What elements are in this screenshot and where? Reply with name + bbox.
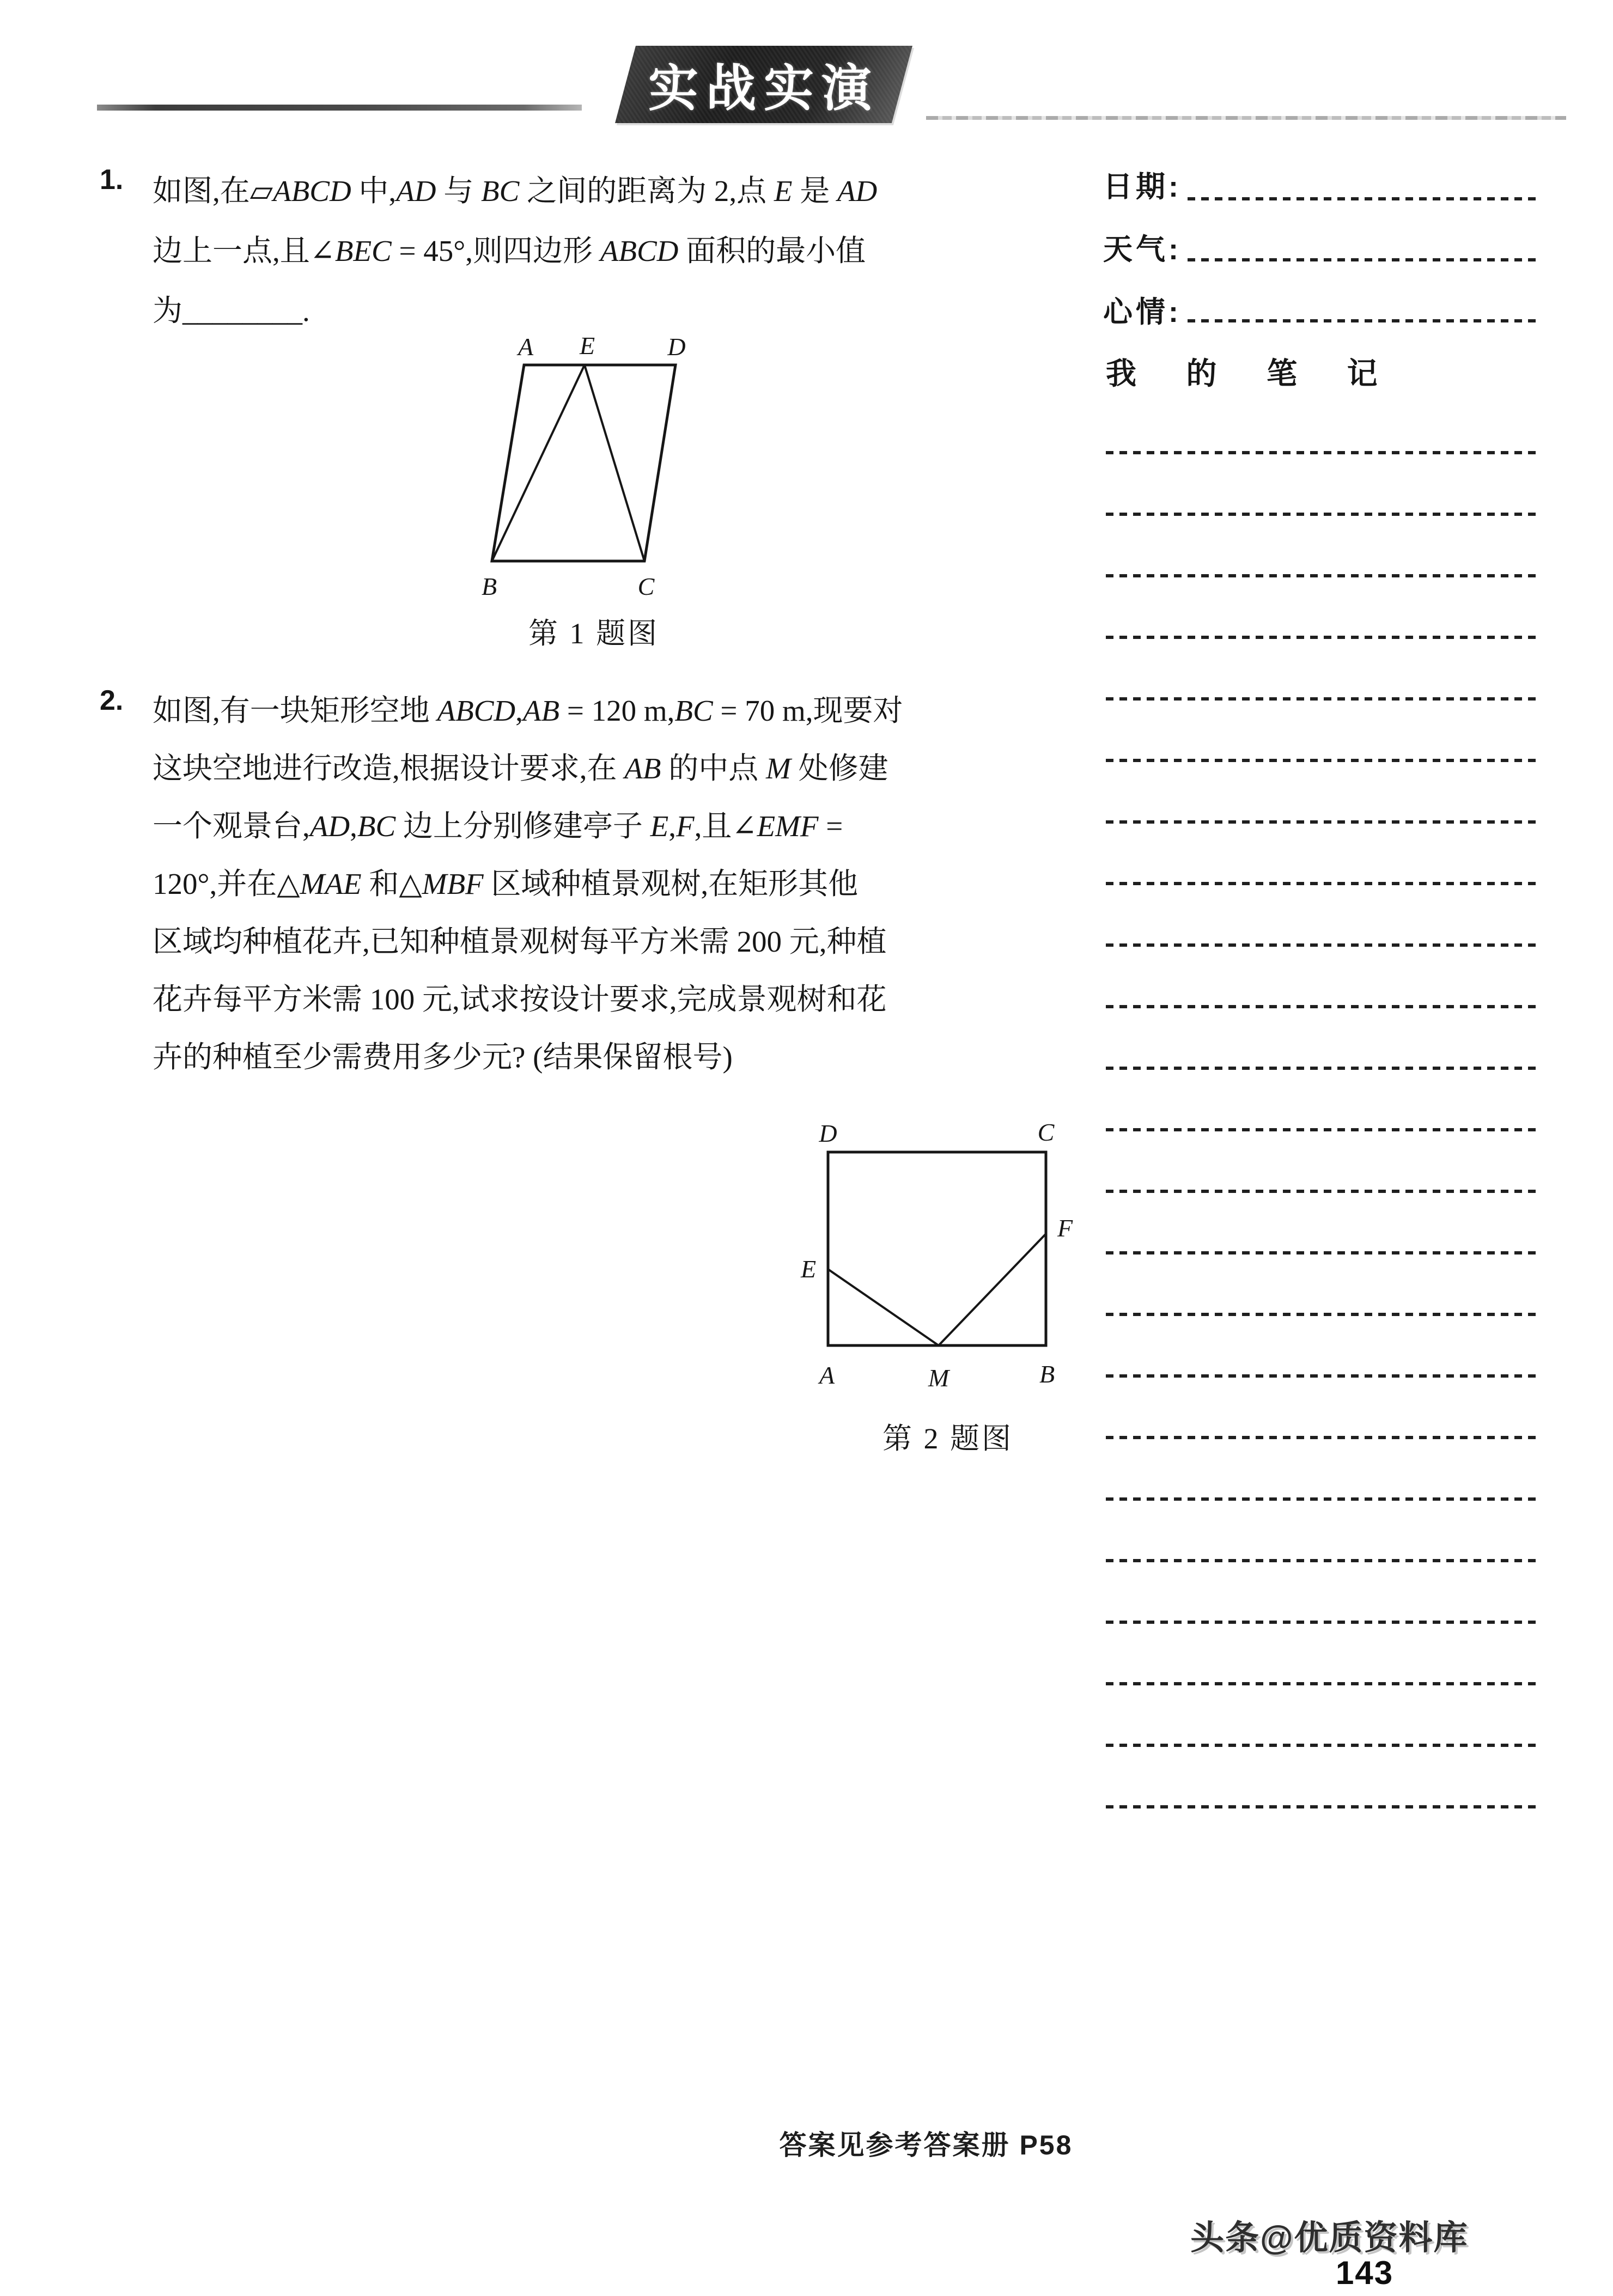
note-line [1106, 820, 1542, 824]
segment-eb [492, 365, 585, 561]
note-line [1106, 1436, 1542, 1439]
fig1-label-a: A [518, 333, 534, 361]
date-label: 日期: [1103, 170, 1182, 203]
note-line [1106, 1559, 1542, 1562]
fig2-label-f: F [1057, 1214, 1073, 1242]
note-line [1106, 1251, 1542, 1254]
fig2-label-d: D [819, 1119, 837, 1147]
date-fill-line [1188, 197, 1541, 200]
note-line [1106, 636, 1542, 639]
fig2-label-a: A [819, 1361, 835, 1389]
note-line [1106, 1128, 1542, 1131]
problem-2-line: 一个观景台,AD,BC 边上分别修建亭子 E,F,且∠EMF = [153, 809, 843, 843]
problem-2-line: 如图,有一块矩形空地 ABCD,AB = 120 m,BC = 70 m,现要对 [153, 694, 903, 727]
fig2-label-e: E [800, 1255, 817, 1283]
note-line [1106, 1374, 1542, 1378]
figure-2 [790, 1111, 1106, 1460]
fig1-label-b: B [481, 573, 497, 600]
problem-1-line: 为________. [153, 294, 310, 327]
figure-2-drawing [790, 1111, 1106, 1460]
note-line [1106, 1313, 1542, 1316]
note-line [1106, 882, 1542, 885]
mood-label: 心情: [1103, 296, 1182, 328]
note-line [1106, 1190, 1542, 1193]
problem-1 [100, 161, 1086, 341]
header-rule-right [926, 116, 1566, 120]
notes-title: 我 的 笔 记 [1106, 356, 1398, 391]
note-line [1106, 1067, 1542, 1070]
page-number: 143 [1336, 2255, 1394, 2291]
problem-2-line: 这块空地进行改造,根据设计要求,在 AB 的中点 M 处修建 [153, 752, 888, 785]
figure-2-caption: 第 2 题图 [882, 1422, 1013, 1455]
parallelogram-abcd [492, 365, 675, 561]
weather-label: 天气: [1103, 233, 1182, 266]
weather-fill-line [1188, 258, 1541, 261]
segment-ec [585, 365, 644, 561]
segment-em [828, 1269, 939, 1345]
note-line [1106, 697, 1542, 701]
fig1-label-d: D [667, 333, 686, 361]
note-line [1106, 1621, 1542, 1624]
problem-1-line: 如图,在▱ABCD 中,AD 与 BC 之间的距离为 2,点 E 是 AD [153, 174, 878, 208]
mood-fill-line [1188, 319, 1541, 322]
problem-2-line: 卉的种植至少需费用多少元? (结果保留根号) [153, 1040, 733, 1074]
problem-2-number: 2. [100, 685, 124, 716]
problem-1-line: 边上一点,且∠BEC = 45°,则四边形 ABCD 面积的最小值 [153, 234, 866, 267]
fig1-label-e: E [579, 332, 595, 360]
fig2-label-c: C [1037, 1118, 1055, 1146]
fig2-label-m: M [928, 1364, 949, 1392]
note-line [1106, 1682, 1542, 1685]
problem-1-number: 1. [100, 164, 124, 196]
fig1-label-c: C [637, 573, 655, 600]
note-line [1106, 1497, 1542, 1501]
figure-1-caption: 第 1 题图 [528, 617, 659, 650]
figure-1-drawing [463, 327, 725, 654]
fig2-label-b: B [1039, 1360, 1055, 1388]
note-line [1106, 1805, 1542, 1808]
section-banner-title: 实战实演 [648, 61, 879, 117]
problem-2-line: 花卉每平方米需 100 元,试求按设计要求,完成景观树和花 [153, 983, 887, 1016]
note-line [1106, 513, 1542, 516]
problem-2-line: 区域均种植花卉,已知种植景观树每平方米需 200 元,种植 [153, 925, 887, 958]
note-line [1106, 759, 1542, 762]
segment-mf [939, 1234, 1046, 1345]
answer-reference-note: 答案见参考答案册 P58 [779, 2130, 1073, 2160]
figure-1 [463, 327, 725, 654]
note-line [1106, 574, 1542, 577]
notes-lines-area [1106, 451, 1542, 1846]
problem-2-line: 120°,并在△MAE 和△MBF 区域种植景观树,在矩形其他 [153, 867, 859, 900]
section-banner [615, 46, 912, 123]
note-line [1106, 451, 1542, 454]
watermark-text: 头条@优质资料库 [1190, 2219, 1469, 2257]
note-line [1106, 943, 1542, 947]
problem-2 [100, 682, 1086, 1086]
rectangle-abcd [828, 1152, 1046, 1345]
note-line [1106, 1005, 1542, 1008]
header-rule-left [97, 105, 582, 111]
note-line [1106, 1744, 1542, 1747]
